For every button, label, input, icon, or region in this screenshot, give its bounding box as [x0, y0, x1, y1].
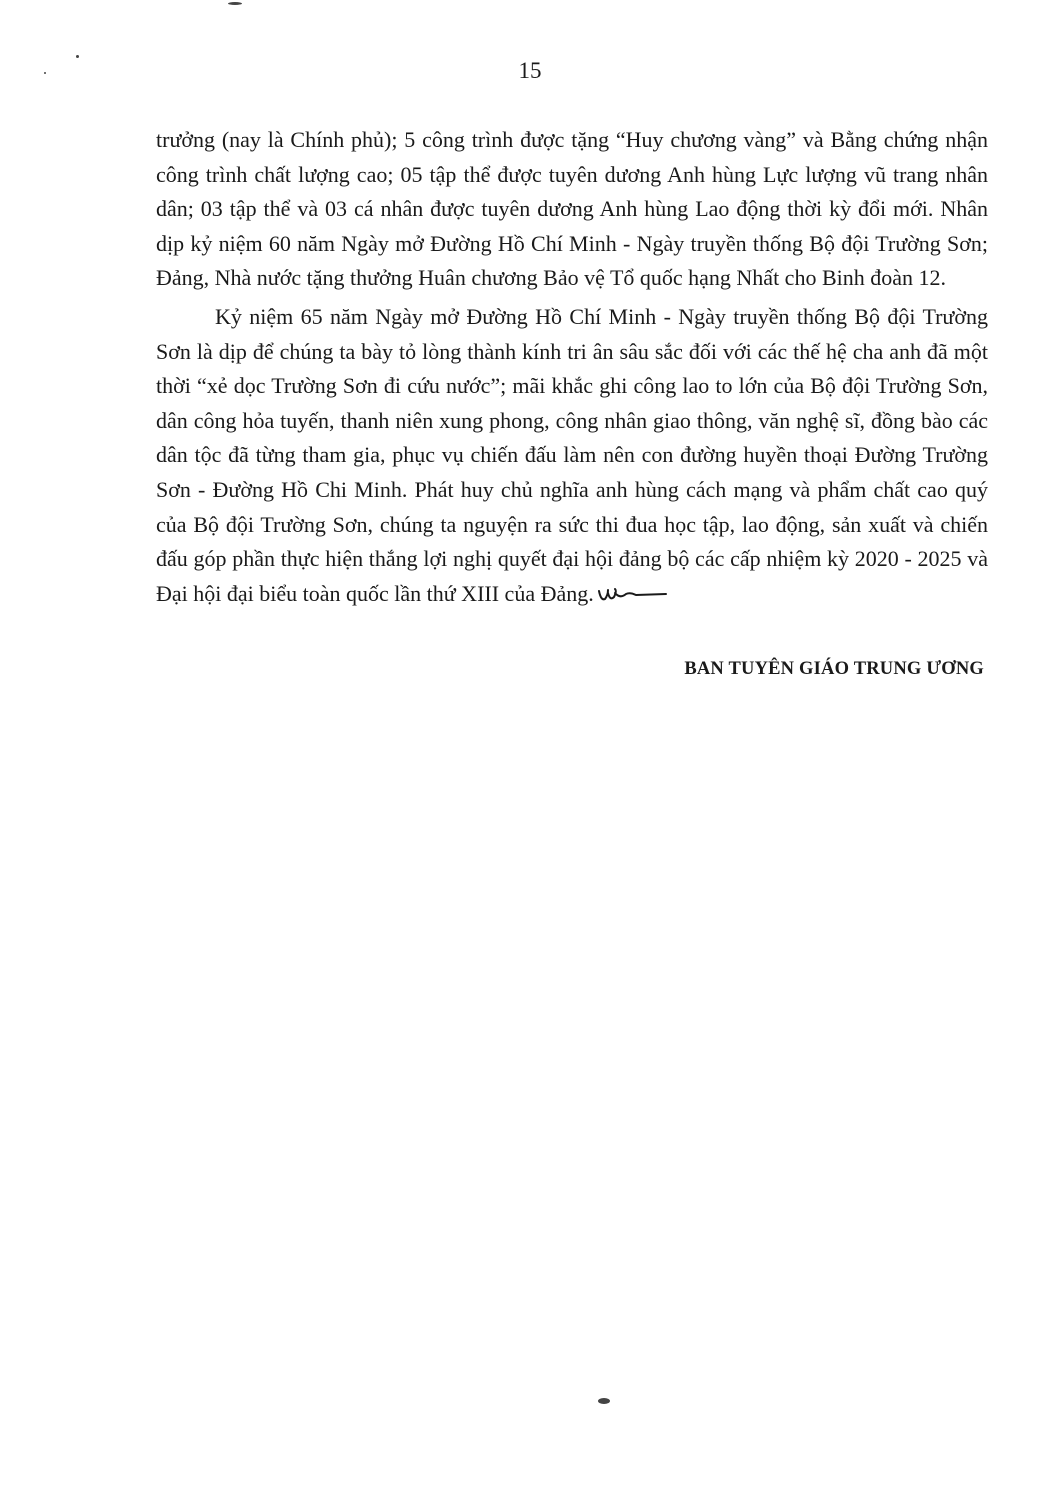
paragraph-commemoration-text: Kỷ niệm 65 năm Ngày mở Đường Hồ Chí Minh - Ngày truyền thống Bộ đội Trường Sơn là dịp để chúng ta bày tỏ lòng thành kính tri ân sâu sắc đối với các thế hệ cha anh đã một thời “xẻ dọc Trường Sơn đi cứu nước”; mãi khắc ghi công lao to lớn của Bộ đội Trường Sơn, dân công hỏa tuyến, thanh niên xung phong, công nhân giao thông, văn nghệ sĩ, đồng bào các dân tộc đã từng tham gia, phục vụ chiến đấu làm nên con đường huyền thoại Đường Trường Sơn - Đường Hồ Chi Minh. Phát huy chủ nghĩa anh hùng cách mạng và phẩm chất cao quý của Bộ đội Trường Sơn, chúng ta nguyện ra sức thi đua học tập, lao động, sản xuất và chiến đấu góp phần thực hiện thắng lợi nghị quyết đại hội đảng bộ các cấp nhiệm kỳ 2020 - 2025 và Đại hội đại biểu toàn quốc lần thứ XIII của Đảng. — [156, 303, 988, 606]
paragraph-commemoration — [156, 300, 988, 611]
initial-signature-mark — [596, 585, 668, 607]
body-text — [156, 123, 988, 611]
page-number: 15 — [518, 58, 542, 83]
scan-speck — [598, 1398, 610, 1404]
scan-speck — [76, 55, 79, 58]
paragraph-awards: trưởng (nay là Chính phủ); 5 công trình được tặng “Huy chương vàng” và Bằng chứng nhận công trình chất lượng cao; 05 tập thể được tuyên dương Anh hùng Lực lượng vũ trang nhân dân; 03 tập thể và 03 cá nhân được tuyên dương Anh hùng Lao động thời kỳ đổi mới. Nhân dịp kỷ niệm 60 năm Ngày mở Đường Hồ Chí Minh - Ngày truyền thống Bộ đội Trường Sơn; Đảng, Nhà nước tặng thưởng Huân chương Bảo vệ Tổ quốc hạng Nhất cho Binh đoàn 12. — [156, 127, 988, 291]
issuing-organization: BAN TUYÊN GIÁO TRUNG ƯƠNG — [684, 659, 984, 679]
scan-speck — [44, 72, 46, 74]
scan-speck — [228, 2, 242, 5]
